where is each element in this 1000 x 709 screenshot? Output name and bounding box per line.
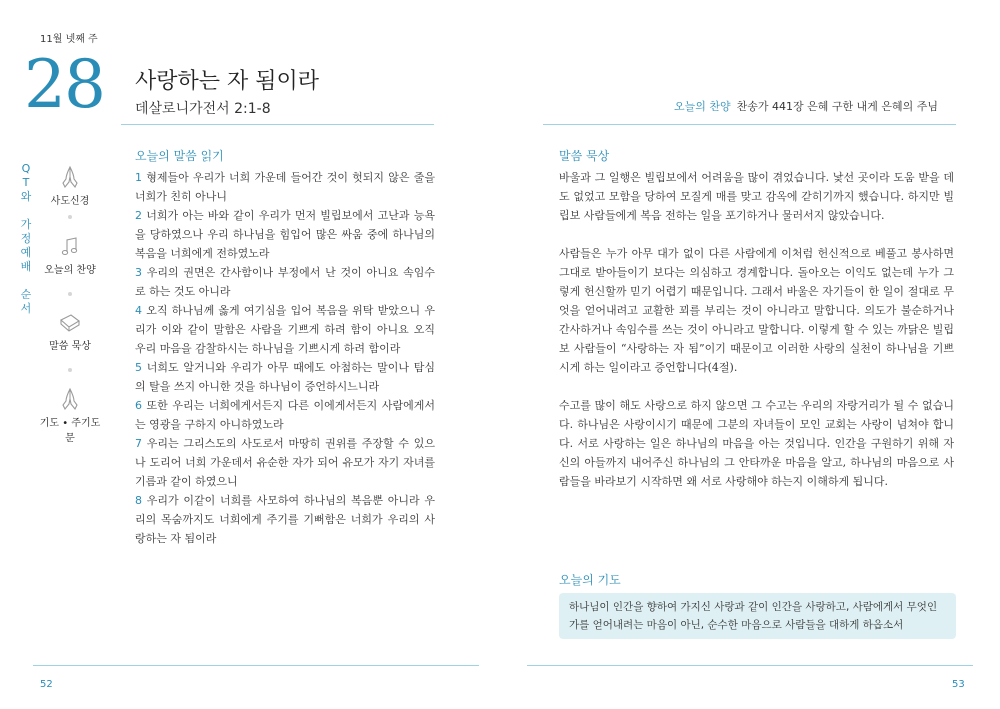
sidebar-item-meditation bbox=[35, 312, 105, 352]
verse bbox=[135, 304, 435, 355]
page-number-left: 52 bbox=[40, 679, 53, 690]
vertical-char: 예 bbox=[20, 246, 32, 259]
vertical-char: 서 bbox=[20, 302, 32, 315]
verse bbox=[135, 171, 435, 203]
verse-text: 오직 하나님께 옳게 여기심을 입어 복음을 위탁 받았으니 우리가 이와 같이 말함은 사람을 기쁘게 하려 함이 아니요 오직 우리 마음을 감찰하시는 하나님을 기쁘시게 하려 함이라 bbox=[135, 304, 435, 355]
verse bbox=[135, 209, 435, 260]
footer-rule-left bbox=[33, 665, 479, 666]
header-rule-right bbox=[543, 124, 956, 125]
verse-text: 너희가 아는 바와 같이 우리가 먼저 빌립보에서 고난과 능욕을 당하였으나 우리 하나님을 힘입어 많은 싸움 중에 하나님의 복음을 너희에게 전하였노라 bbox=[135, 209, 435, 260]
vertical-char: T bbox=[22, 176, 30, 189]
footer-rule-right bbox=[527, 665, 973, 666]
day-number: 28 bbox=[24, 46, 104, 123]
verse bbox=[135, 399, 435, 431]
verse-number: 6 bbox=[135, 399, 142, 412]
meditation-paragraph: 바울과 그 일행은 빌립보에서 어려움을 많이 겪었습니다. 낯선 곳이라 도움 받을 데도 없었고 모함을 당하여 모질게 매를 맞고 감옥에 갇히기까지 했습니다. 하지만 빌립보 사람들에게 복음 전하는 일을 포기하거나 물러서지 않았습니다. bbox=[559, 171, 954, 222]
header-rule-left bbox=[121, 124, 434, 125]
verse-number: 3 bbox=[135, 266, 142, 279]
verse bbox=[135, 361, 435, 393]
week-label: 11월 넷째 주 bbox=[40, 34, 98, 45]
sidebar-vertical-label bbox=[19, 162, 33, 316]
verse-number: 7 bbox=[135, 437, 142, 450]
today-hymn bbox=[674, 98, 938, 114]
sidebar-item-hymn bbox=[35, 236, 105, 276]
verse-text: 너희도 알거니와 우리가 아무 때에도 아첨하는 말이나 탐심의 탈을 쓰지 아니한 것을 하나님이 증언하시느니라 bbox=[135, 361, 435, 393]
verse-number: 4 bbox=[135, 304, 142, 317]
verse-text: 우리는 그리스도의 사도로서 마땅히 권위를 주장할 수 있으나 도리어 너희 가운데서 유순한 자가 되어 유모가 자기 자녀를 기름과 같이 하였으니 bbox=[135, 437, 435, 488]
bible-icon bbox=[58, 312, 82, 334]
verse-number: 5 bbox=[135, 361, 142, 374]
vertical-char: 배 bbox=[20, 260, 32, 273]
sidebar-dot bbox=[68, 292, 72, 296]
sidebar-item-label: 말씀 묵상 bbox=[49, 341, 91, 352]
meditation-paragraph: 사람들은 누가 아무 대가 없이 다른 사람에게 이처럼 헌신적으로 베풀고 봉사하면 그대로 받아들이기 보다는 의심하고 경계합니다. 돌아오는 이익도 없는데 누가 그렇게 헌신할까 믿기 어렵기 때문입니다. 그래서 바울은 자기들이 한 일이 절대로 무엇을 얻어내려고 교활한 꾀를 부리는 것이 아니라고 말합니다. 의도가 불순하거나 간사하거나 속임수를 쓰는 것이 아니라고 말합니다. 이렇게 할 수 있는 까닭은 빌립보 사람들이 “사랑하는 자 됨”이기 때문이고 이러한 사랑의 실천이 하나님을 기쁘시게 하는 일이라고 증언합니다(4절). bbox=[559, 247, 954, 374]
verse bbox=[135, 437, 435, 488]
verse bbox=[135, 266, 435, 298]
sidebar-dot bbox=[68, 368, 72, 372]
verse bbox=[135, 494, 435, 545]
sidebar-item-label: 오늘의 찬양 bbox=[44, 265, 96, 276]
sidebar-item-label: 사도신경 bbox=[50, 196, 90, 207]
prayer-heading: 오늘의 기도 bbox=[559, 573, 621, 587]
verse-text: 우리가 이같이 너희를 사모하여 하나님의 복음뿐 아니라 우리의 목숨까지도 너희에게 주기를 기뻐함은 너희가 우리의 사랑하는 자 됨이라 bbox=[135, 494, 435, 545]
sidebar-dot bbox=[68, 215, 72, 219]
vertical-char: 정 bbox=[20, 232, 32, 245]
page-title: 사랑하는 자 됨이라 bbox=[135, 69, 320, 94]
sidebar-item-creed bbox=[35, 165, 105, 207]
reading-heading: 오늘의 말씀 읽기 bbox=[135, 149, 224, 163]
praying-hands-icon bbox=[59, 165, 81, 189]
verse-number: 1 bbox=[135, 171, 142, 184]
meditation-heading: 말씀 묵상 bbox=[559, 149, 610, 163]
praying-hands-icon bbox=[59, 387, 81, 411]
page-number-right: 53 bbox=[952, 679, 965, 690]
prayer-box: 하나님이 인간을 향하여 가지신 사랑과 같이 인간을 사랑하고, 사람에게서 무엇인가를 얻어내려는 마음이 아닌, 순수한 마음으로 사람들을 대하게 하옵소서 bbox=[559, 593, 956, 639]
vertical-char bbox=[19, 204, 33, 218]
sidebar-item-prayer bbox=[35, 387, 105, 444]
hymn-label: 오늘의 찬양 bbox=[673, 100, 731, 113]
verse-text: 형제들아 우리가 너희 가운데 들어간 것이 헛되지 않은 줄을 너희가 친히 아나니 bbox=[135, 171, 435, 203]
verse-text: 우리의 권면은 간사함이나 부정에서 난 것이 아니요 속임수로 하는 것도 아니라 bbox=[135, 266, 435, 298]
vertical-char: 가 bbox=[20, 218, 32, 231]
vertical-char bbox=[19, 274, 33, 288]
vertical-char: Q bbox=[21, 162, 31, 175]
verse-number: 8 bbox=[135, 494, 142, 507]
meditation-paragraph: 수고를 많이 해도 사랑으로 하지 않으면 그 수고는 우리의 자랑거리가 될 수 없습니다. 하나님은 사랑이시기 때문에 그분의 자녀들이 모인 교회는 사랑이 넘쳐야 합니다. 서로 사랑하는 일은 하나님의 마음을 아는 것입니다. 인간을 구원하기 위해 자신의 아들까지 내어주신 하나님의 그 안타까운 마음을 알고, 하나님의 마음으로 사람들을 바라보기 시작하면 왜 서로 사랑해야 하는지 이해하게 됩니다. bbox=[559, 399, 954, 488]
scripture-reference: 데살로니가전서 2:1-8 bbox=[135, 101, 271, 117]
vertical-char: 와 bbox=[20, 190, 32, 203]
sidebar-item-label: 기도 • 주기도문 bbox=[39, 418, 101, 444]
scripture-reading bbox=[135, 168, 435, 548]
verse-text: 또한 우리는 너희에게서든지 다른 이에게서든지 사람에게서는 영광을 구하지 아니하였노라 bbox=[135, 399, 435, 431]
verse-number: 2 bbox=[135, 209, 142, 222]
music-note-icon bbox=[59, 236, 81, 258]
meditation-body bbox=[559, 168, 954, 510]
vertical-char: 순 bbox=[20, 288, 32, 301]
hymn-text: 찬송가 441장 은혜 구한 내게 은혜의 주님 bbox=[736, 100, 938, 113]
